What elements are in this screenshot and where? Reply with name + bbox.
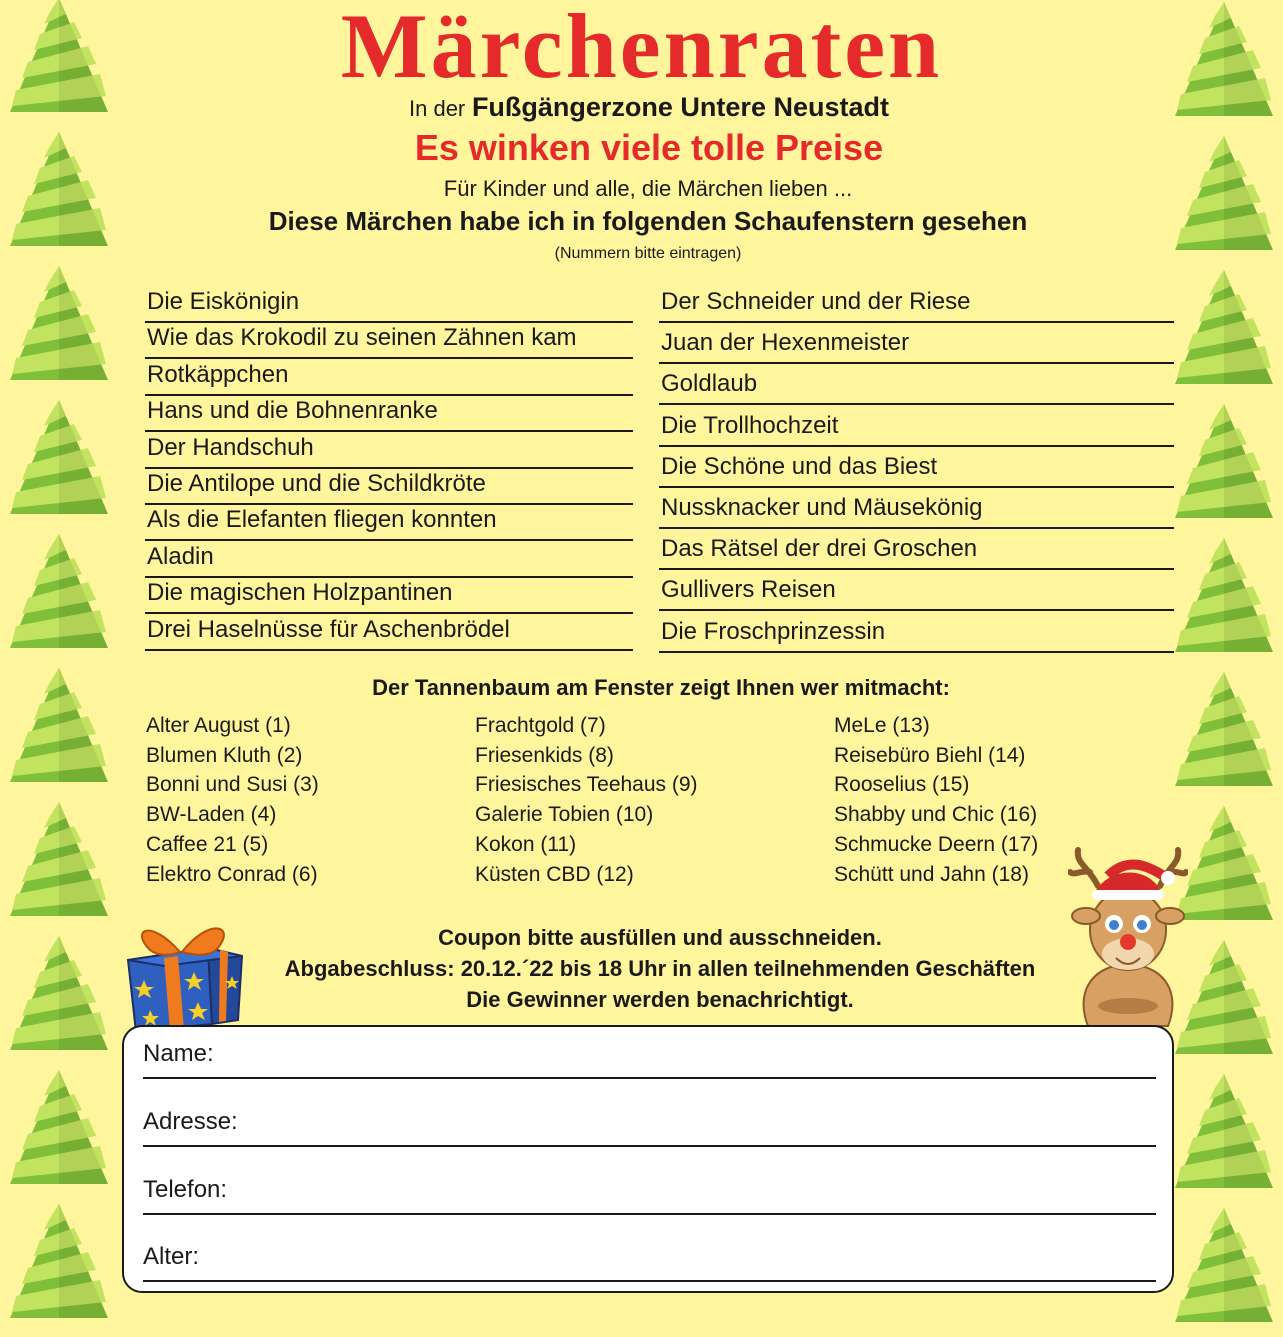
- shop-entry: Alter August (1): [146, 714, 291, 737]
- shop-entry: Rooselius (15): [834, 773, 970, 797]
- shop-entry: Elektro Conrad (6): [146, 862, 318, 886]
- tale-entry[interactable]: Als die Elefanten fliegen konnten: [145, 505, 633, 541]
- phone-field[interactable]: [143, 1175, 1156, 1215]
- shop-entry: Shabby und Chic (16): [834, 803, 1038, 827]
- shops-heading: Der Tannenbaum am Fenster zeigt Ihnen wer mitmacht:: [372, 675, 950, 700]
- tale-entry[interactable]: Die Antilope und die Schildkröte: [145, 469, 633, 505]
- christmas-tree-icon: [4, 798, 114, 926]
- location-prefix: In der: [409, 96, 466, 121]
- coupon-form: [122, 1025, 1174, 1293]
- shop-entry: Blumen Kluth (2): [146, 743, 303, 767]
- shop-entry: Friesenkids (8): [475, 743, 614, 767]
- shop-entry: Küsten CBD (12): [475, 862, 634, 886]
- age-field[interactable]: [143, 1242, 1156, 1282]
- coupon-instruction: Coupon bitte ausfüllen und ausschneiden.: [438, 925, 882, 950]
- shops-column-2: [475, 711, 698, 889]
- location-name: Fußgängerzone Untere Neustadt: [471, 92, 889, 122]
- christmas-tree-icon: [4, 262, 114, 390]
- gift-box-icon: [120, 920, 250, 1038]
- christmas-tree-icon: [4, 1200, 114, 1328]
- shop-entry: Kokon (11): [475, 832, 577, 856]
- shops-column-3: [834, 711, 1038, 889]
- tale-entry[interactable]: Die Trollhochzeit: [659, 411, 1174, 447]
- phone-label: Telefon:: [143, 1176, 228, 1203]
- tale-entry[interactable]: Aladin: [145, 542, 633, 578]
- shop-entry: Reisebüro Biehl (14): [834, 743, 1026, 767]
- christmas-tree-icon: [4, 530, 114, 658]
- shop-entry: Galerie Tobien (10): [475, 803, 654, 827]
- tale-entry[interactable]: Die Froschprinzessin: [659, 617, 1174, 653]
- shop-entry: Schütt und Jahn (18): [834, 862, 1029, 886]
- tale-entry[interactable]: Der Schneider und der Riese: [659, 287, 1174, 323]
- tale-entry[interactable]: Rotkäppchen: [145, 360, 633, 396]
- tale-entry[interactable]: Hans und die Bohnenranke: [145, 396, 633, 432]
- tale-entry[interactable]: Die Eiskönigin: [145, 287, 633, 323]
- coupon-winners-note: Die Gewinner werden benachrichtigt.: [466, 987, 854, 1012]
- tale-entry[interactable]: Das Rätsel der drei Groschen: [659, 534, 1174, 570]
- tale-entry[interactable]: Wie das Krokodil zu seinen Zähnen kam: [145, 323, 633, 359]
- address-field[interactable]: [143, 1107, 1156, 1147]
- shop-entry: MeLe (13): [834, 714, 930, 737]
- shop-entry: Caffee 21 (5): [146, 832, 269, 856]
- audience-line: Für Kinder und alle, die Märchen lieben ...: [443, 176, 853, 201]
- name-label: Name:: [143, 1040, 214, 1067]
- tale-entry[interactable]: Drei Haselnüsse für Aschenbrödel: [145, 615, 633, 651]
- christmas-tree-icon: [1169, 266, 1279, 394]
- entry-hint: (Nummern bitte eintragen): [554, 245, 742, 262]
- tale-entry[interactable]: Gullivers Reisen: [659, 575, 1174, 611]
- tale-entry[interactable]: Die Schöne und das Biest: [659, 452, 1174, 488]
- christmas-tree-icon: [4, 1066, 114, 1194]
- christmas-tree-icon: [1169, 400, 1279, 528]
- seen-heading: Diese Märchen habe ich in folgenden Schaufenstern gesehen: [268, 206, 1028, 236]
- shop-entry: Friesisches Teehaus (9): [475, 773, 698, 797]
- tale-entry[interactable]: Juan der Hexenmeister: [659, 328, 1174, 364]
- name-field[interactable]: [143, 1039, 1156, 1079]
- prizes-headline: Es winken viele tolle Preise: [414, 127, 884, 168]
- coupon-deadline: Abgabeschluss: 20.12.´22 bis 18 Uhr in allen teilnehmenden Geschäften: [284, 956, 1036, 981]
- christmas-tree-icon: [1169, 1070, 1279, 1198]
- location-line: [0, 90, 1283, 126]
- age-label: Alter:: [143, 1243, 200, 1270]
- tale-entry[interactable]: Die magischen Holzpantinen: [145, 578, 633, 614]
- reindeer-icon: [1068, 846, 1188, 1030]
- tale-entry[interactable]: Der Handschuh: [145, 433, 633, 469]
- christmas-tree-icon: [1169, 534, 1279, 662]
- shop-entry: BW-Laden (4): [146, 803, 277, 827]
- tale-entry[interactable]: Nussknacker und Mäusekönig: [659, 493, 1174, 529]
- shop-entry: Bonni und Susi (3): [146, 773, 319, 797]
- shop-entry: Frachtgold (7): [475, 714, 606, 737]
- tale-entry[interactable]: Goldlaub: [659, 369, 1174, 405]
- page-title: Märchenraten: [340, 0, 943, 97]
- shops-column-1: [146, 711, 319, 889]
- shop-entry: Schmucke Deern (17): [834, 832, 1039, 856]
- christmas-tree-icon: [4, 396, 114, 524]
- address-label: Adresse:: [143, 1108, 238, 1135]
- christmas-tree-icon: [1169, 1204, 1279, 1332]
